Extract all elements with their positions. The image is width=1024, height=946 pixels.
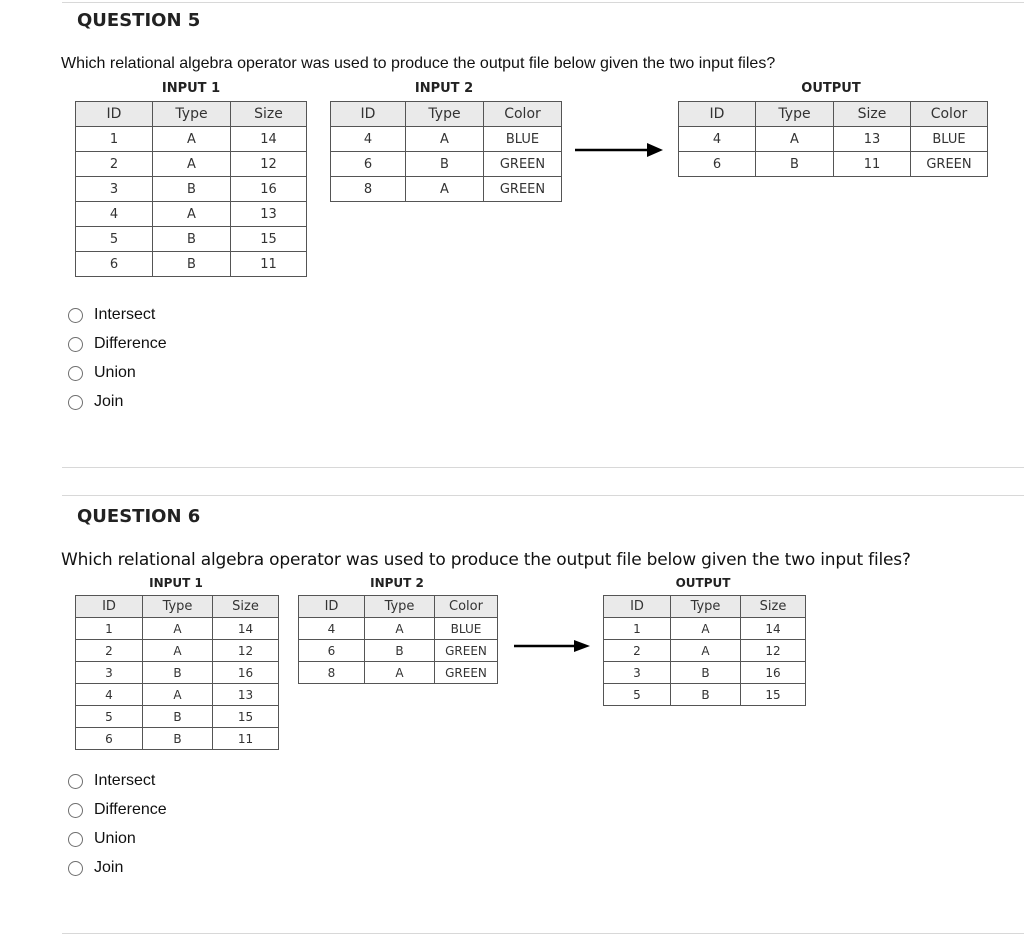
column-header: ID (299, 596, 365, 618)
table-cell: 15 (741, 684, 806, 706)
radio-button[interactable] (68, 774, 83, 789)
table-cell: A (365, 618, 435, 640)
table-cell: B (143, 662, 213, 684)
q6-option-join[interactable] (68, 859, 123, 877)
table-cell: A (671, 640, 741, 662)
table-cell: 6 (76, 728, 143, 750)
table-cell: 12 (741, 640, 806, 662)
table-cell: A (143, 684, 213, 706)
table-cell: A (143, 640, 213, 662)
table-header-row (76, 596, 279, 618)
table-cell: 2 (76, 640, 143, 662)
table-cell: B (153, 252, 231, 277)
table-cell: 14 (741, 618, 806, 640)
option-label: Union (94, 830, 136, 847)
table-cell: GREEN (911, 152, 988, 177)
table-cell: 4 (299, 618, 365, 640)
table-row (331, 177, 562, 202)
table-row (604, 684, 806, 706)
table-row (76, 640, 279, 662)
table-cell: B (756, 152, 834, 177)
question-6-prompt: Which relational algebra operator was used to produce the output file below given the two input files? (61, 550, 911, 570)
column-header: ID (76, 102, 153, 127)
bottom-divider (62, 933, 1024, 934)
table-row (299, 640, 498, 662)
q5-option-union[interactable] (68, 364, 136, 382)
table-cell: 5 (76, 706, 143, 728)
table-cell: B (153, 227, 231, 252)
table-cell: B (671, 684, 741, 706)
table-row (76, 202, 307, 227)
radio-button[interactable] (68, 308, 83, 323)
table-row (76, 177, 307, 202)
q6-output-title: OUTPUT (675, 576, 731, 590)
table-cell: 4 (76, 684, 143, 706)
question-5-title: QUESTION 5 (77, 10, 201, 31)
table-row (604, 640, 806, 662)
q6-input1-table (75, 595, 279, 750)
q6-option-intersect[interactable] (68, 772, 155, 790)
table-row (76, 684, 279, 706)
table-cell: A (143, 618, 213, 640)
question-divider (62, 495, 1024, 496)
radio-button[interactable] (68, 395, 83, 410)
table-cell: A (406, 127, 484, 152)
table-row (331, 127, 562, 152)
table-header-row (76, 102, 307, 127)
table-cell: 8 (299, 662, 365, 684)
q5-output-title: OUTPUT (801, 81, 861, 96)
column-header: ID (679, 102, 756, 127)
table-cell: B (143, 706, 213, 728)
table-cell: B (153, 177, 231, 202)
table-cell: 14 (213, 618, 279, 640)
table-row (76, 662, 279, 684)
q5-output-table (678, 101, 988, 177)
q5-input1-title: INPUT 1 (161, 81, 221, 96)
table-header-row (604, 596, 806, 618)
table-cell: B (365, 640, 435, 662)
radio-button[interactable] (68, 832, 83, 847)
column-header: ID (76, 596, 143, 618)
option-label: Union (94, 364, 136, 381)
table-row (76, 728, 279, 750)
table-cell: 3 (604, 662, 671, 684)
option-label: Join (94, 393, 124, 410)
table-cell: BLUE (435, 618, 498, 640)
column-header: Type (671, 596, 741, 618)
table-cell: 4 (76, 202, 153, 227)
q6-option-union[interactable] (68, 830, 136, 848)
column-header: Type (153, 102, 231, 127)
q5-option-intersect[interactable] (68, 306, 155, 324)
table-header-row (299, 596, 498, 618)
table-cell: GREEN (484, 152, 562, 177)
table-cell: 1 (76, 618, 143, 640)
table-cell: 13 (213, 684, 279, 706)
q6-arrow-icon (514, 637, 592, 655)
table-row (299, 662, 498, 684)
table-row (604, 662, 806, 684)
q5-option-difference[interactable] (68, 335, 167, 353)
table-cell: 11 (213, 728, 279, 750)
column-header: Type (143, 596, 213, 618)
column-header: ID (604, 596, 671, 618)
table-cell: A (153, 202, 231, 227)
table-cell: 12 (213, 640, 279, 662)
table-cell: 16 (213, 662, 279, 684)
table-cell: 6 (331, 152, 406, 177)
table-cell: 6 (299, 640, 365, 662)
column-header: Type (365, 596, 435, 618)
table-cell: GREEN (435, 662, 498, 684)
table-cell: 4 (331, 127, 406, 152)
table-cell: 2 (76, 152, 153, 177)
table-cell: B (671, 662, 741, 684)
table-cell: 3 (76, 177, 153, 202)
table-cell: B (406, 152, 484, 177)
table-cell: 15 (213, 706, 279, 728)
option-label: Join (94, 859, 124, 876)
table-cell: 16 (231, 177, 307, 202)
table-cell: 8 (331, 177, 406, 202)
table-cell: 11 (834, 152, 911, 177)
table-row (76, 127, 307, 152)
option-label: Intersect (94, 772, 156, 789)
q5-input1-table (75, 101, 307, 277)
table-row (331, 152, 562, 177)
table-cell: 16 (741, 662, 806, 684)
radio-button[interactable] (68, 803, 83, 818)
table-cell: BLUE (484, 127, 562, 152)
option-label: Intersect (94, 306, 156, 323)
column-header: Size (834, 102, 911, 127)
column-header: Type (756, 102, 834, 127)
option-label: Difference (94, 801, 167, 818)
table-row (76, 618, 279, 640)
table-cell: GREEN (435, 640, 498, 662)
q6-output-table (603, 595, 806, 706)
table-row (76, 152, 307, 177)
table-cell: 6 (76, 252, 153, 277)
table-cell: BLUE (911, 127, 988, 152)
table-row (299, 618, 498, 640)
radio-button[interactable] (68, 861, 83, 876)
column-header: Size (741, 596, 806, 618)
q5-input2-table (330, 101, 562, 202)
q5-input2-title: INPUT 2 (414, 81, 474, 96)
table-cell: A (671, 618, 741, 640)
q6-option-difference[interactable] (68, 801, 167, 819)
column-header: Size (231, 102, 307, 127)
table-cell: A (365, 662, 435, 684)
table-row (679, 127, 988, 152)
q6-input2-title: INPUT 2 (370, 576, 424, 590)
table-cell: 2 (604, 640, 671, 662)
column-header: ID (331, 102, 406, 127)
q6-input1-title: INPUT 1 (149, 576, 203, 590)
table-header-row (331, 102, 562, 127)
table-header-row (679, 102, 988, 127)
table-cell: 5 (76, 227, 153, 252)
table-cell: 5 (604, 684, 671, 706)
table-cell: B (143, 728, 213, 750)
table-cell: A (153, 127, 231, 152)
table-row (76, 706, 279, 728)
table-row (76, 227, 307, 252)
column-header: Color (484, 102, 562, 127)
column-header: Type (406, 102, 484, 127)
q5-arrow-icon (575, 140, 665, 160)
table-row (604, 618, 806, 640)
table-cell: GREEN (484, 177, 562, 202)
table-cell: A (153, 152, 231, 177)
table-row (76, 252, 307, 277)
radio-button[interactable] (68, 366, 83, 381)
column-header: Color (435, 596, 498, 618)
column-header: Size (213, 596, 279, 618)
table-cell: 4 (679, 127, 756, 152)
table-cell: 12 (231, 152, 307, 177)
table-cell: 14 (231, 127, 307, 152)
top-divider (62, 2, 1024, 3)
question-5-prompt: Which relational algebra operator was used to produce the output file below given the two input files? (61, 55, 776, 72)
column-header: Color (911, 102, 988, 127)
table-cell: 3 (76, 662, 143, 684)
table-cell: 13 (231, 202, 307, 227)
q5-option-join[interactable] (68, 393, 123, 411)
question-divider (62, 467, 1024, 468)
table-cell: 13 (834, 127, 911, 152)
q6-input2-table (298, 595, 498, 684)
table-row (679, 152, 988, 177)
table-cell: A (406, 177, 484, 202)
radio-button[interactable] (68, 337, 83, 352)
table-cell: 6 (679, 152, 756, 177)
table-cell: 1 (604, 618, 671, 640)
table-cell: A (756, 127, 834, 152)
table-cell: 1 (76, 127, 153, 152)
table-cell: 15 (231, 227, 307, 252)
option-label: Difference (94, 335, 167, 352)
question-6-title: QUESTION 6 (77, 506, 201, 527)
table-cell: 11 (231, 252, 307, 277)
